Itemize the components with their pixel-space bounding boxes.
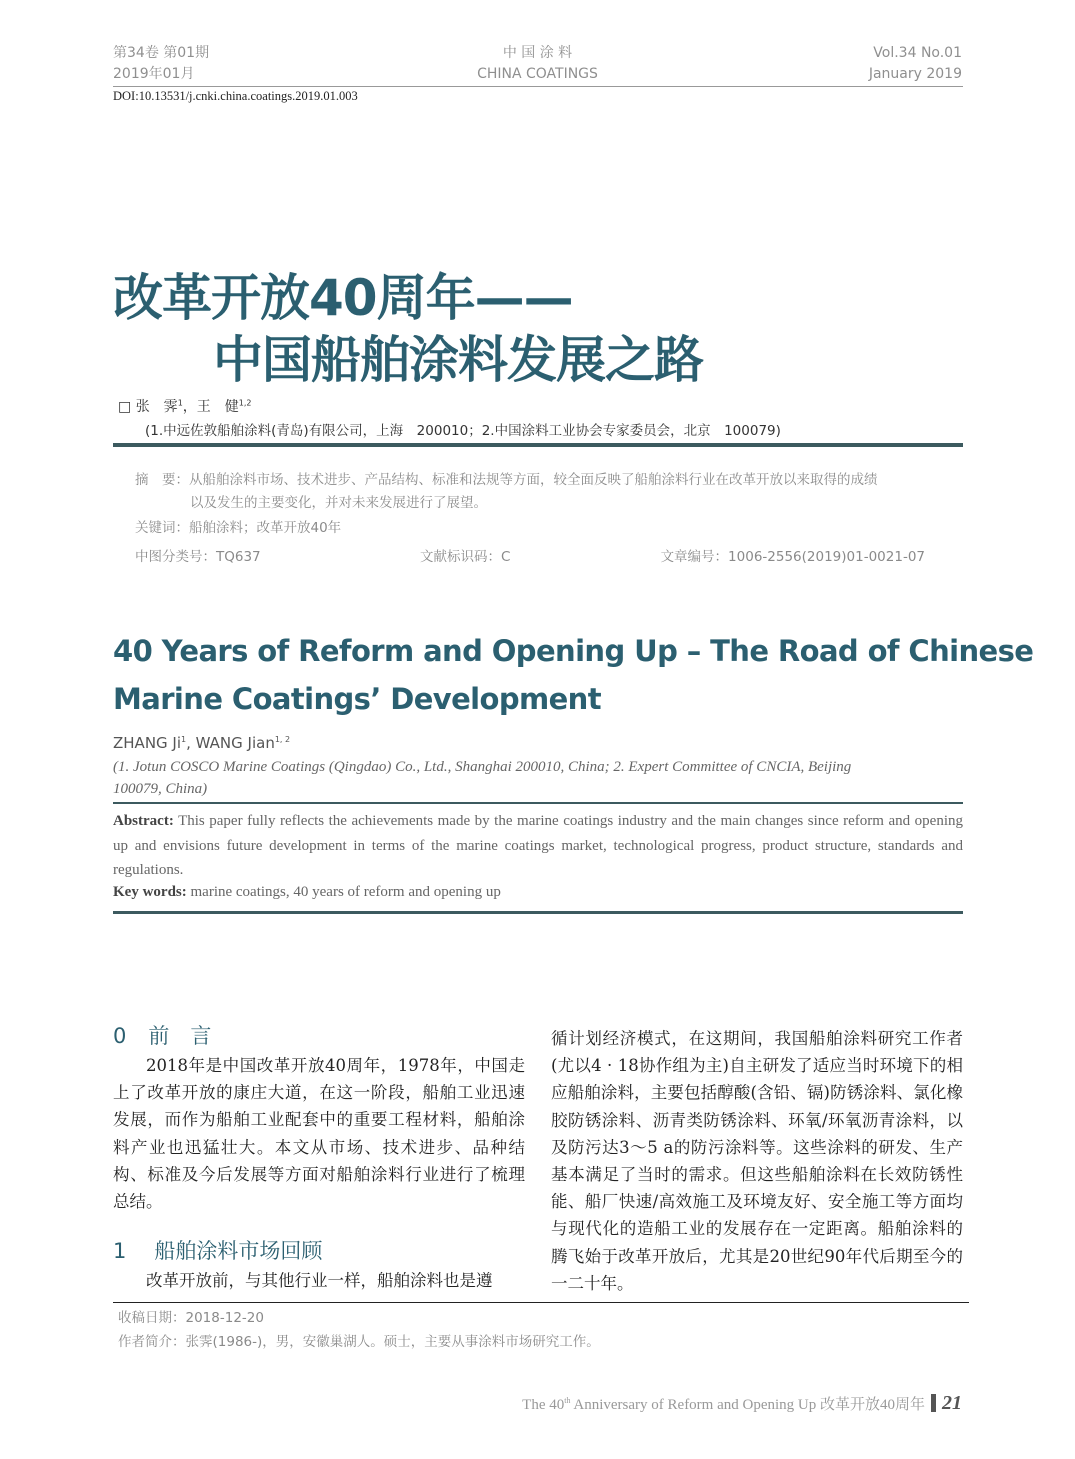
thick-rule	[113, 443, 963, 447]
author-bio: 作者简介：张霁(1986-)，男，安徽巢湖人。硕士，主要从事涂料市场研究工作。	[118, 1334, 600, 1350]
doi: DOI:10.13531/j.cnki.china.coatings.2019.01.003	[113, 89, 358, 103]
affiliation-en-line2: 100079, China)	[113, 781, 208, 797]
journal-name-cn: 中 国 涂 料	[502, 45, 573, 61]
authors-cn: □ 张 霁$^1$，王 健$^{1,2}$	[118, 398, 252, 415]
affiliation-en-line1: (1. Jotun COSCO Marine Coatings (Qingdao) Co., Ltd., Shanghai 200010, China; 2. Expert Committee of CNCIA, Beijing	[113, 759, 852, 775]
section-0-paragraph: 2018年是中国改革开放40周年，1978年，中国走上了改革开放的康庄大道，在这一阶段，船舶工业迅速发展，而作为船舶工业配套中的重要工程材料，船舶涂料产业也迅猛壮大。本文从市场、技术进步、品种结构、标准及今后发展等方面对船舶涂料行业进行了梳理总结。	[113, 1056, 525, 1212]
document-code: 文献标识码：C	[420, 549, 511, 565]
section-1-heading: 1 船舶涂料市场回顾	[113, 1239, 323, 1263]
page-number: 21	[942, 1392, 962, 1414]
abstract-cn-label: 摘 要：	[135, 472, 189, 488]
abstract-cn-line1: 摘 要：从船舶涂料市场、技术进步、产品结构、标准和法规等方面，较全面反映了船舶涂料行业在改革开放以来取得的成绩	[135, 472, 878, 488]
abstract-en: Abstract: This paper fully reflects the achievements made by the marine coatings industry and the main changes since reform and opening up and envisions future development in terms of the marine coatings market, technological progress, product structure, standards and regulations.	[113, 813, 963, 878]
title-en-line1: 40 Years of Reform and Opening Up – The Road of Chinese	[113, 634, 1034, 668]
received-date: 收稿日期：2018-12-20	[118, 1310, 264, 1326]
abstract-cn-line2: 以及发生的主要变化，并对未来发展进行了展望。	[190, 495, 487, 511]
affiliation-cn: (1.中远佐敦船舶涂料(青岛)有限公司，上海 200010；2.中国涂料工业协会专家委员会，北京 100079)	[145, 423, 781, 439]
rule-abstract-end	[113, 911, 963, 914]
footnote-rule	[113, 1302, 969, 1303]
section-1-paragraph-cont: 循计划经济模式，在这期间，我国船舶涂料研究工作者(尤以4 · 18协作组为主)自主研发了适应当时环境下的相应船舶涂料，主要包括醇酸(含铅、镉)防锈涂料、氯化橡胶防锈涂料、沥青类防锈涂料、环氧/环氧沥青涂料，以及防污达3～5 a的防污涂料等。这些涂料的研发、生产基本满足了当时的需求。但这些船舶涂料在长效防锈性能、船厂快速/高效施工及环境友好、安全施工等方面均与现代化的造船工业的发展存在一定距离。船舶涂料的腾飞始于改革开放后，尤其是20世纪90年代后期至今的一二十年。	[551, 1029, 963, 1293]
title-cn-line1: 改革开放40周年——	[113, 269, 573, 327]
volume-no-en: Vol.34 No.01	[873, 45, 962, 61]
title-cn-line2: 中国船舶涂料发展之路	[213, 331, 703, 389]
section-1-paragraph-start: 改革开放前，与其他行业一样，船舶涂料也是遵	[146, 1271, 493, 1290]
running-footer: The 40th Anniversary of Reform and Opening Up 改革开放40周年 21	[522, 1392, 962, 1414]
author-marker: □	[118, 399, 132, 415]
clc-number: 中图分类号：TQ637	[135, 549, 261, 565]
article-number: 文章编号：1006-2556(2019)01-0021-07	[660, 549, 925, 565]
abstract-en-label: Abstract:	[113, 813, 174, 829]
issue-date-en: January 2019	[868, 66, 962, 82]
authors-en: ZHANG Ji$^1$, WANG Jian$^{1, 2}$	[113, 734, 291, 752]
section-0-heading: 0 前 言	[113, 1024, 212, 1048]
header-rule	[113, 86, 963, 87]
journal-name-en: CHINA COATINGS	[477, 66, 598, 82]
title-en-line2: Marine Coatings’ Development	[113, 682, 601, 716]
keywords-en: Key words: marine coatings, 40 years of reform and opening up	[113, 884, 501, 900]
keywords-cn: 关键词：船舶涂料；改革开放40年	[135, 520, 342, 536]
rule-thin	[113, 802, 963, 804]
volume-issue: 第34卷 第01期	[113, 45, 210, 61]
footer-bar	[931, 1394, 936, 1412]
issue-date: 2019年01月	[113, 66, 195, 82]
header-right	[869, 43, 962, 85]
